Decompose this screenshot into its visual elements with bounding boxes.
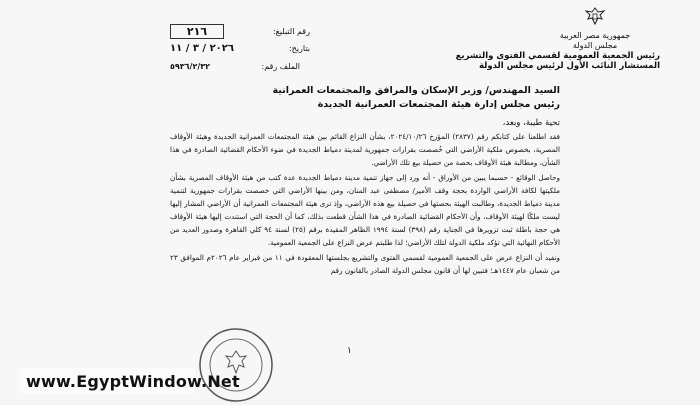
date-value: ٢٠٢٦ / ٣ / ١١ <box>170 43 234 54</box>
deputy-title: المستشار النائب الأول لرئيس مجلس الدولة <box>479 61 660 71</box>
addressee-line-1: السيد المهندس/ وزير الإسكان والمرافق والمجتمعات العمرانية <box>272 85 560 96</box>
date-label: بتاريخ: <box>288 44 310 53</box>
file-label: الملف رقم: <box>261 62 300 71</box>
council-name: مجلس الدولة <box>572 41 618 50</box>
letterhead <box>455 6 660 71</box>
reference-block <box>170 24 310 55</box>
dispatch-number: ٢١٦ <box>170 24 224 39</box>
site-watermark: www.EgyptWindow.Net <box>26 372 240 391</box>
paragraph: ونفيد أن النزاع عرض على الجمعية العمومية لقسمي الفتوى والتشريع بجلستها المعقودة في ١١ من فبراير عام ٢٠٢٦م الموافق ٢٣ من شعبان عام ١٤٤٧هـ؛ فتبين لها أن قانون مجلس الدولة الصادر بالقانون رقم <box>170 253 560 275</box>
addressee <box>230 84 560 112</box>
page-number: ١ <box>347 346 352 356</box>
letter-body <box>170 130 560 279</box>
dispatch-label: رقم التبليغ: <box>272 27 310 36</box>
eagle-emblem-icon <box>583 6 607 26</box>
addressee-line-2: رئيس مجلس إدارة هيئة المجتمعات العمرانية الجديدة <box>317 99 560 110</box>
greeting: تحية طيبة، وبعد، <box>502 118 560 128</box>
paragraph: فقد اطلعنا على كتابكم رقم (٢٨٣٧) المؤرخ ٢٠٢٤/١٠/٢٦، بشأن النزاع القائم بين هيئة المجتمعات العمرانية الجديدة وهيئة الأوقاف المصرية، بخصوص ملكية الأراضي التي خُصصت بقرارات جمهورية لمدينة دمياط الجديدة في ضوء الأحكام القضائية الصادرة في هذا الشأن، ومطالبة هيئة الأوقاف بحصة من حصيلة بيع تلك الأراضي. <box>170 132 560 167</box>
file-reference <box>170 62 300 71</box>
republic-name: جمهورية مصر العربية <box>559 31 631 40</box>
department-name: رئيس الجمعية العمومية لقسمي الفتوى والتشريع <box>455 51 660 61</box>
official-seal-icon <box>196 325 276 405</box>
paragraph: وحاصل الوقائع - حسبما يبين من الأوراق - أنه ورد إلى جهاز تنمية مدينة دمياط الجديدة عدة كتب من هيئة الأوقاف المصرية بشأن ملكيتها لكافة الأراضي الواردة بحجة وقف الأمير/ مصطفى عبد المنان، ومن بينها الأراضي التي خصصت بقرارات جمهورية لتنمية مدينة دمياط الجديدة، وطالبت الهيئة بحصتها في حصيلة بيع هذه الأراضي، وإذ ترى هيئة المجتمعات العمرانية أن الأراضي المشار إليها ليست ملكًا لهيئة الأوقاف، وأن الأحكام القضائية الصادرة في هذا الشأن قطعت بذلك، كما أن الحجة التي استندت إليها هيئة الأوقاف هي حجة باطلة ثبت تزويرها في الجناية رقم (٣٩٨) لسنة ١٩٩٤ الظاهر المقيدة برقم (٢٥) لسنة ٩٤ كلي القاهرة وصدور العديد من الأحكام النهائية التي تؤكد ملكية الدولة لتلك الأراضي؛ لذا طلبتم عرض النزاع على الجمعية العمومية. <box>170 173 561 247</box>
file-number: ٥٩٣٦/٢/٣٢ <box>170 62 211 71</box>
